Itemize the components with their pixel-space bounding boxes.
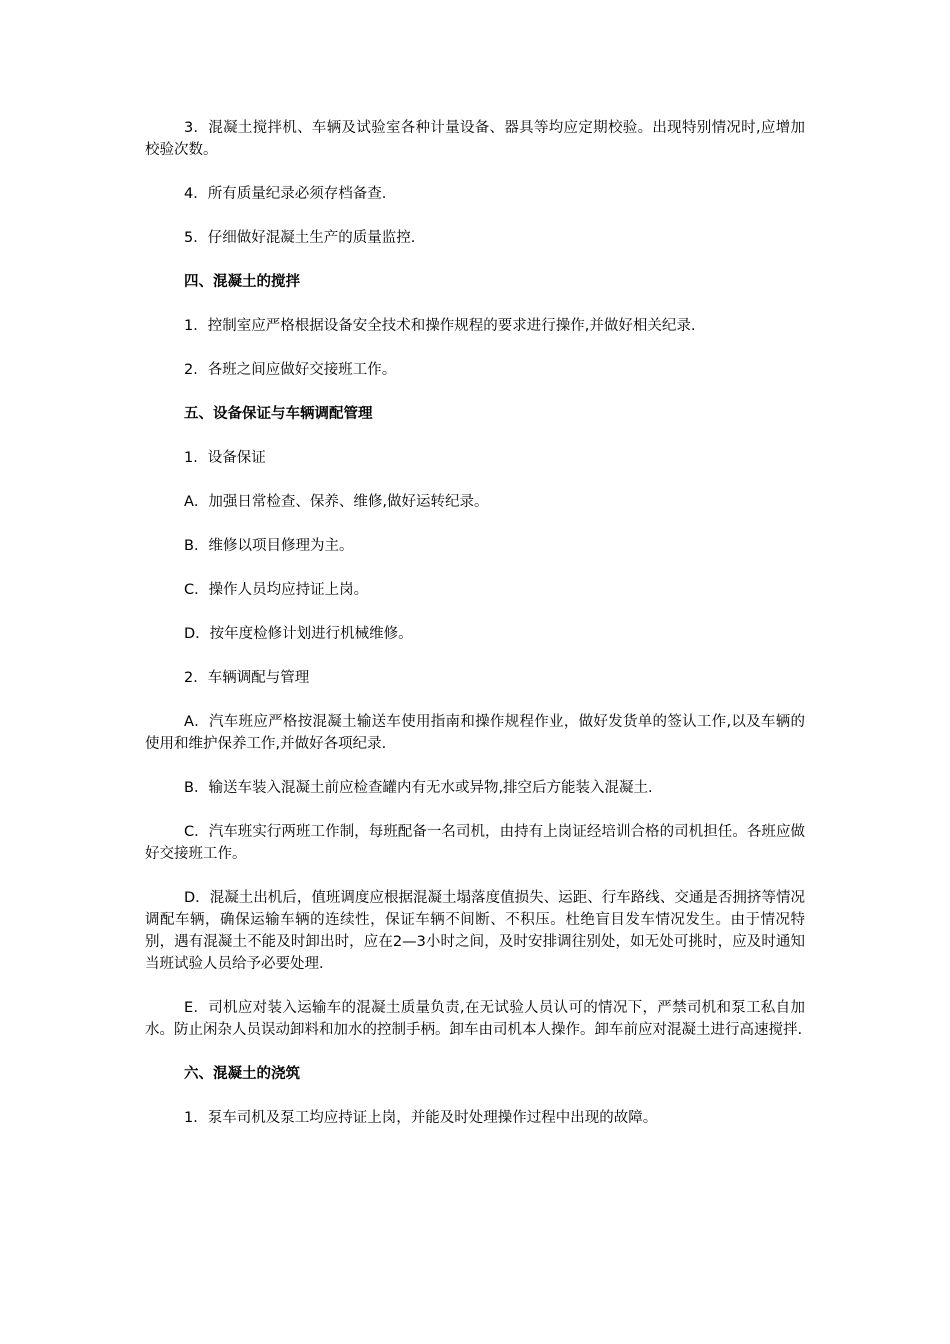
section-heading-mixing: 四、混凝土的搅拌 bbox=[184, 274, 300, 290]
paragraph-13: 2．车辆调配与管理 bbox=[184, 670, 310, 686]
paragraph-5: 1．控制室应严格根据设备安全技术和操作规程的要求进行操作,并做好相关纪录. bbox=[184, 318, 696, 334]
paragraph-20: 1．泵车司机及泵工均应持证上岗，并能及时处理操作过程中出现的故障。 bbox=[184, 1110, 658, 1126]
paragraph-11: C．操作人员均应持证上岗。 bbox=[184, 582, 369, 598]
paragraph-12: D．按年度检修计划进行机械维修。 bbox=[184, 626, 413, 642]
paragraph-15: B．输送车装入混凝土前应检查罐内有无水或异物,排空后方能装入混凝土. bbox=[184, 780, 653, 796]
paragraph-3: 5．仔细做好混凝土生产的质量监控. bbox=[184, 230, 416, 246]
document-body bbox=[145, 117, 805, 1151]
paragraph-2: 4．所有质量纪录必须存档备查. bbox=[184, 186, 387, 202]
paragraph-10: B．维修以项目修理为主。 bbox=[184, 538, 354, 554]
paragraph-9: A．加强日常检查、保养、维修,做好运转纪录。 bbox=[184, 494, 489, 510]
paragraph-1: 3．混凝土搅拌机、车辆及试验室各种计量设备、器具等均应定期校验。出现特别情况时,应增加校验次数。 bbox=[145, 120, 805, 158]
paragraph-6: 2．各班之间应做好交接班工作。 bbox=[184, 362, 397, 378]
paragraph-8: 1．设备保证 bbox=[184, 450, 266, 466]
paragraph-16: C．汽车班实行两班工作制，每班配备一名司机，由持有上岗证经培训合格的司机担任。各班应做好交接班工作。 bbox=[145, 824, 805, 862]
paragraph-18: E．司机应对装入运输车的混凝土质量负责,在无试验人员认可的情况下，严禁司机和泵工私自加水。防止闲杂人员误动卸料和加水的控制手柄。卸车由司机本人操作。卸车前应对混凝土进行高速搅拌. bbox=[145, 1000, 805, 1038]
paragraph-14: A．汽车班应严格按混凝土输送车使用指南和操作规程作业，做好发货单的签认工作,以及车辆的使用和维护保养工作,并做好各项纪录. bbox=[145, 714, 805, 752]
paragraph-17: D．混凝土出机后，值班调度应根据混凝土塌落度值损失、运距、行车路线、交通是否拥挤等情况调配车辆，确保运输车辆的连续性，保证车辆不间断、不积压。杜绝盲目发车情况发生。由于情况特别，遇有混凝土不能及时卸出时，应在2—3小时之间，及时安排调往别处，如无处可挑时，应及时通知当班试验人员给予必要处理. bbox=[145, 890, 805, 972]
section-heading-equipment: 五、设备保证与车辆调配管理 bbox=[184, 406, 373, 422]
section-heading-pouring: 六、混凝土的浇筑 bbox=[184, 1066, 300, 1082]
